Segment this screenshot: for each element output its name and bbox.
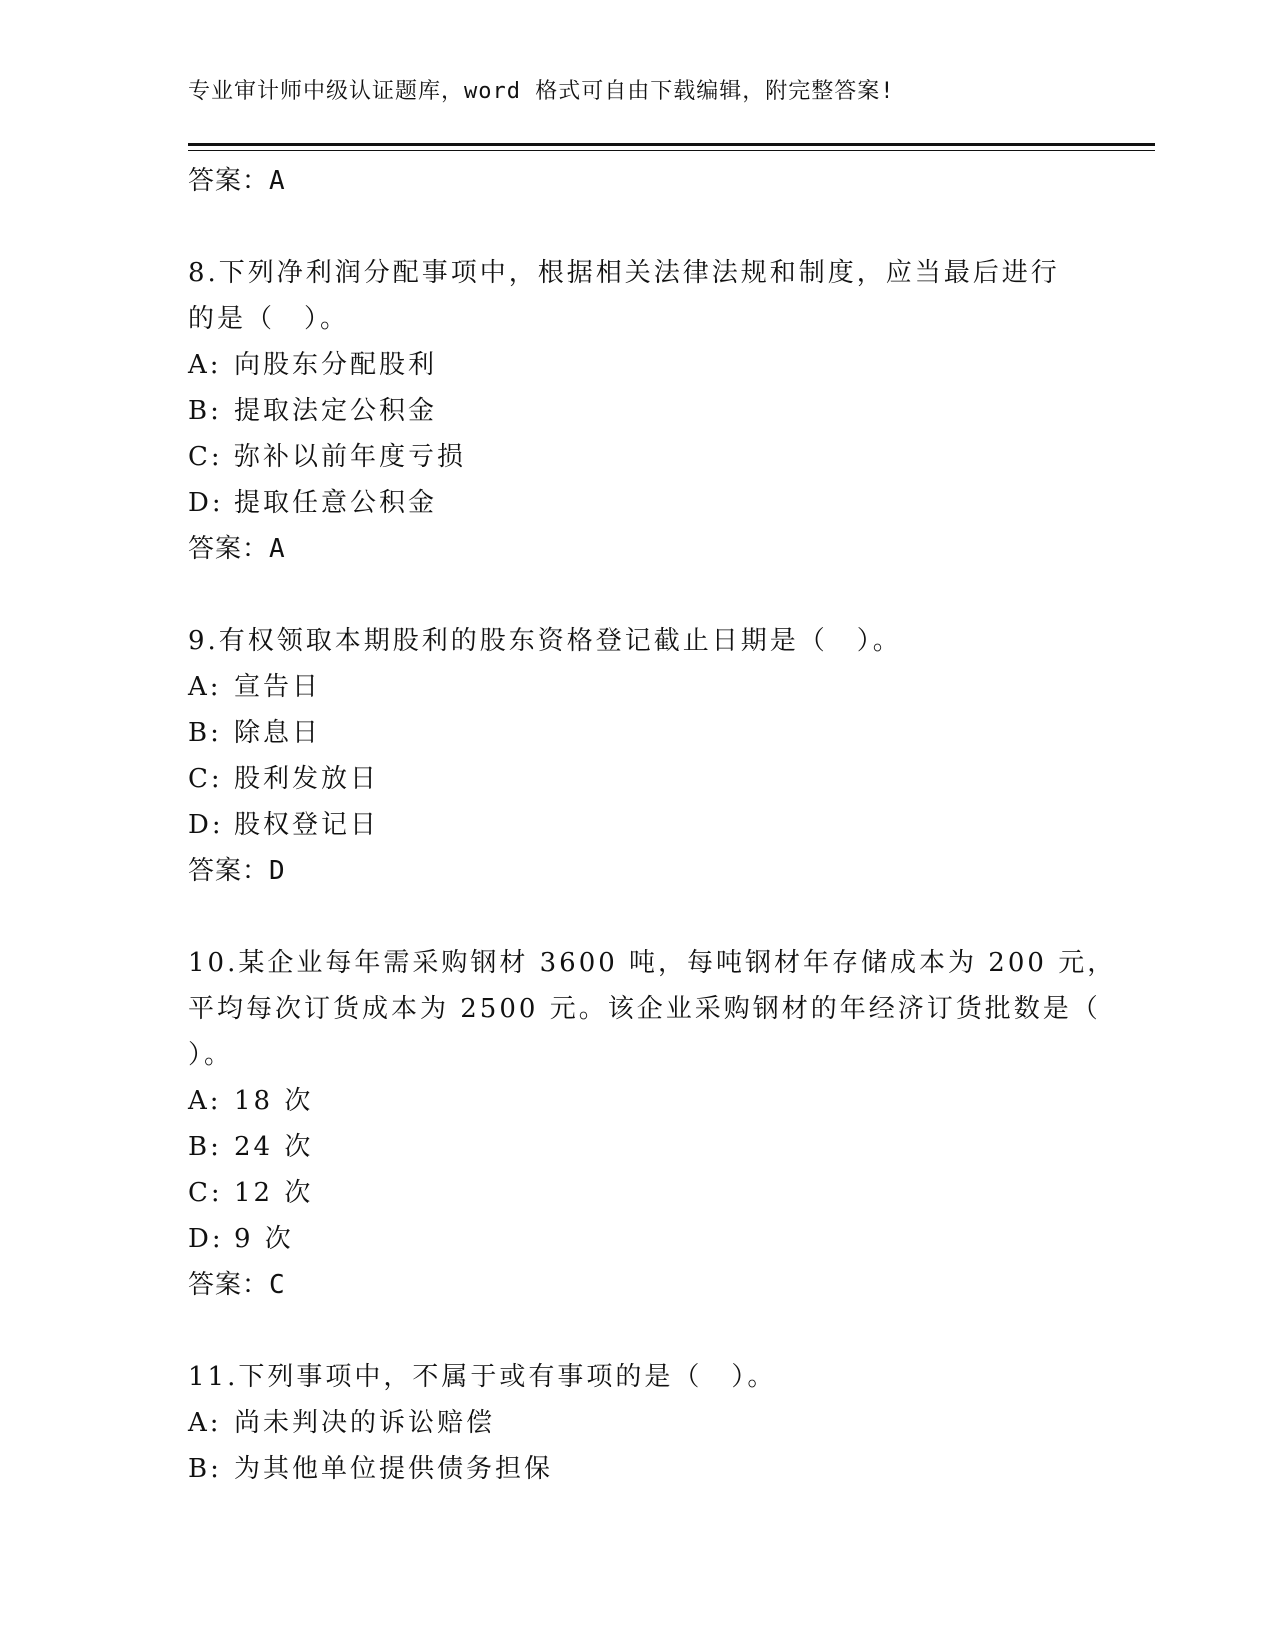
option-item: [188, 756, 1068, 802]
option-text: 除息日: [234, 718, 322, 748]
question-text: 的是（ ）。: [188, 304, 350, 334]
option-key: B:: [188, 1454, 222, 1484]
option-item: [188, 664, 1068, 710]
header-rule-thin: [188, 150, 1155, 151]
option-text: 为其他单位提供债务担保: [234, 1454, 554, 1484]
option-key: B:: [188, 718, 222, 748]
option-key: D:: [188, 810, 224, 840]
option-key: A:: [188, 350, 222, 380]
option-key: C:: [188, 1178, 223, 1208]
question-text: 8.下列净利润分配事项中，根据相关法律法规和制度，应当最后进行: [188, 258, 1060, 288]
question-text: 11.下列事项中，不属于或有事项的是（ ）。: [188, 1362, 777, 1392]
option-item: [188, 1124, 1068, 1170]
header-rule-thick: [188, 143, 1155, 146]
option-item: [188, 342, 1068, 388]
question-text: 9.有权领取本期股利的股东资格登记截止日期是（ ）。: [188, 626, 902, 656]
option-item: [188, 1216, 1068, 1262]
question-block: [188, 618, 1068, 894]
option-key: D:: [188, 488, 224, 518]
question-text: ）。: [188, 1040, 234, 1070]
option-text: 提取任意公积金: [234, 488, 438, 518]
option-text: 尚未判决的诉讼赔偿: [234, 1408, 496, 1438]
question-block: [188, 250, 1068, 572]
option-key: B:: [188, 396, 222, 426]
option-item: [188, 434, 1068, 480]
page-header: 专业审计师中级认证题库，word 格式可自由下载编辑，附完整答案!: [188, 79, 895, 104]
answer-line: 答案：C: [188, 1270, 286, 1300]
option-key: A:: [188, 1408, 222, 1438]
option-key: A:: [188, 1086, 222, 1116]
option-item: [188, 1078, 1068, 1124]
option-text: 9 次: [234, 1224, 294, 1254]
option-text: 提取法定公积金: [234, 396, 438, 426]
option-key: B:: [188, 1132, 222, 1162]
question-block: [188, 940, 1117, 1308]
option-key: C:: [188, 764, 223, 794]
option-item: [188, 802, 1068, 848]
option-text: 向股东分配股利: [234, 350, 438, 380]
option-item: [188, 388, 1068, 434]
option-key: D:: [188, 1224, 224, 1254]
option-item: [188, 480, 1068, 526]
option-text: 宣告日: [234, 672, 322, 702]
question-list: [188, 158, 1117, 1492]
option-text: 股权登记日: [234, 810, 380, 840]
answer-line: 答案：A: [188, 534, 286, 564]
option-text: 18 次: [234, 1086, 314, 1116]
option-key: C:: [188, 442, 223, 472]
question-text: 10.某企业每年需采购钢材 3600 吨，每吨钢材年存储成本为 200 元，: [188, 948, 1117, 978]
question-text: 平均每次订货成本为 2500 元。该企业采购钢材的年经济订货批数是（: [188, 994, 1101, 1024]
question-block: [188, 1354, 1068, 1492]
option-text: 弥补以前年度亏损: [234, 442, 467, 472]
option-item: [188, 1446, 1068, 1492]
option-item: [188, 1170, 1068, 1216]
answer-line: 答案：A: [188, 166, 286, 196]
option-item: [188, 1400, 1068, 1446]
option-item: [188, 710, 1068, 756]
option-key: A:: [188, 672, 222, 702]
option-text: 股利发放日: [234, 764, 380, 794]
option-text: 24 次: [234, 1132, 314, 1162]
option-text: 12 次: [234, 1178, 314, 1208]
answer-line: 答案：D: [188, 856, 286, 886]
